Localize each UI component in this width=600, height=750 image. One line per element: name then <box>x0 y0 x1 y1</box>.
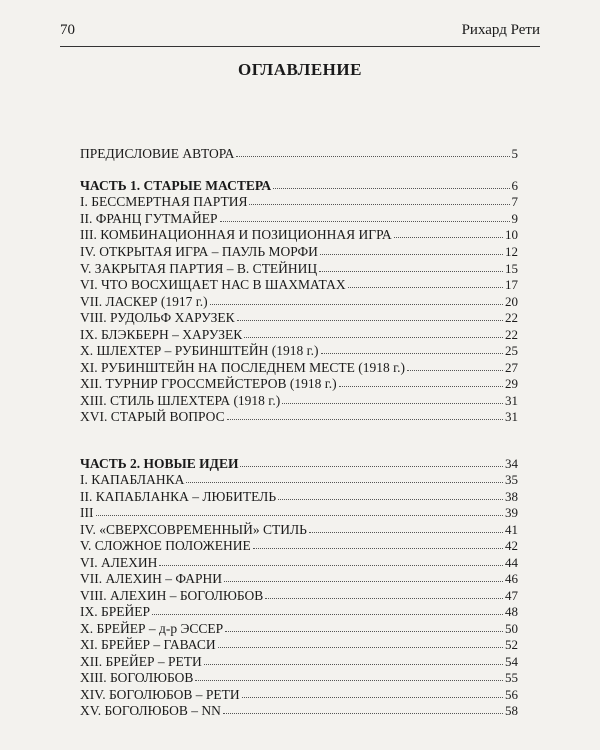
toc-entry <box>80 505 518 521</box>
toc-entry <box>80 687 518 703</box>
toc-entry-title: XIII. СТИЛЬ ШЛЕХТЕРА (1918 г.) <box>80 393 281 408</box>
toc-entry-title: VII. ЛАСКЕР (1917 г.) <box>80 294 208 309</box>
author-name: Рихард Рети <box>461 22 540 38</box>
toc-entry <box>80 621 518 637</box>
toc-entry-page: 55 <box>505 670 518 685</box>
toc-entry-title: I. БЕССМЕРТНАЯ ПАРТИЯ <box>80 194 248 209</box>
toc-entry-title: XII. БРЕЙЕР – РЕТИ <box>80 654 202 669</box>
toc-entry <box>80 489 518 505</box>
toc-entry-title: XI. БРЕЙЕР – ГАВАСИ <box>80 637 216 652</box>
toc-entry-title: ПРЕДИСЛОВИЕ АВТОРА <box>80 146 235 161</box>
toc-entry-title: IV. «СВЕРХСОВРЕМЕННЫЙ» СТИЛЬ <box>80 522 307 537</box>
toc-entry <box>80 538 518 554</box>
dot-leader <box>253 537 503 549</box>
toc-entry <box>80 227 518 243</box>
toc-entry-page: 31 <box>505 409 518 424</box>
toc-entry <box>80 294 518 310</box>
dot-leader <box>394 226 503 238</box>
toc-entry <box>80 327 518 343</box>
toc-entry <box>80 555 518 571</box>
dot-leader <box>273 177 509 189</box>
dot-leader <box>236 145 509 157</box>
toc-entry <box>80 472 518 488</box>
toc-entry-page: 58 <box>505 703 518 718</box>
toc-entry-page: 25 <box>505 343 518 358</box>
toc-entry <box>80 654 518 670</box>
dot-leader <box>265 587 503 599</box>
dot-leader <box>282 392 503 404</box>
dot-leader <box>225 620 503 632</box>
toc-entry <box>80 604 518 620</box>
toc-entry <box>80 277 518 293</box>
toc-entry-title: XIV. БОГОЛЮБОВ – РЕТИ <box>80 687 240 702</box>
dot-leader <box>223 702 503 714</box>
toc-entry <box>80 588 518 604</box>
toc-entry-title: I. КАПАБЛАНКА <box>80 472 185 487</box>
toc-entry <box>80 261 518 277</box>
toc-entry-year: (1918 г.) <box>358 360 406 375</box>
dot-leader <box>237 309 503 321</box>
toc-entry-title: IX. БРЕЙЕР <box>80 604 151 619</box>
dot-leader <box>244 326 503 338</box>
dot-leader <box>195 669 503 681</box>
toc-entry-title: ЧАСТЬ 2. НОВЫЕ ИДЕИ <box>80 456 239 471</box>
toc-entry <box>80 178 518 194</box>
dot-leader <box>220 210 510 222</box>
dot-leader <box>242 686 503 698</box>
toc-entry-page: 6 <box>511 178 518 193</box>
toc-entry-page: 15 <box>505 261 518 276</box>
toc-entry-page: 12 <box>505 244 518 259</box>
page-number: 70 <box>60 22 75 38</box>
dot-leader <box>407 359 503 371</box>
dot-leader <box>96 504 504 516</box>
toc-entry <box>80 522 518 538</box>
toc-entry-page: 9 <box>511 211 518 226</box>
toc-entry-title: XII. ТУРНИР ГРОССМЕЙСТЕРОВ (1918 г.) <box>80 376 337 391</box>
toc-entry-title: XVI. СТАРЫЙ ВОПРОС <box>80 409 225 424</box>
toc-entry-title: X. БРЕЙЕР – д-р ЭССЕР <box>80 621 224 636</box>
toc-entry <box>80 343 518 359</box>
dot-leader <box>159 554 503 566</box>
toc-entry-title: XI. РУБИНШТЕЙН НА ПОСЛЕДНЕМ МЕСТЕ (1918 г.) <box>80 360 406 375</box>
toc-entry-page: 22 <box>505 327 518 342</box>
toc-entry <box>80 670 518 686</box>
dot-leader <box>210 293 503 305</box>
toc-entry-page: 48 <box>505 604 518 619</box>
toc-entry <box>80 146 518 162</box>
toc-entry-year: (1917 г.) <box>160 294 208 309</box>
toc-entry <box>80 456 518 472</box>
toc-entry-page: 39 <box>505 505 518 520</box>
toc-entry-title: IV. ОТКРЫТАЯ ИГРА – ПАУЛЬ МОРФИ <box>80 244 318 259</box>
toc-entry-page: 56 <box>505 687 518 702</box>
toc-entry-title: V. ЗАКРЫТАЯ ПАРТИЯ – В. СТЕЙНИЦ <box>80 261 318 276</box>
toc-entry-page: 10 <box>505 227 518 242</box>
dot-leader <box>278 488 503 500</box>
dot-leader <box>249 193 509 205</box>
toc-entry-page: 5 <box>511 146 518 161</box>
toc-entry <box>80 703 518 719</box>
toc-entry-title: VI. ЧТО ВОСХИЩАЕТ НАС В ШАХМАТАХ <box>80 277 346 292</box>
dot-leader <box>227 408 503 420</box>
toc-entry-page: 7 <box>511 194 518 209</box>
running-head <box>60 16 540 47</box>
toc-entry <box>80 244 518 260</box>
toc-entry-title: III. КОМБИНАЦИОННАЯ И ПОЗИЦИОННАЯ ИГРА <box>80 227 392 242</box>
dot-leader <box>240 455 503 467</box>
toc-entry-title: X. ШЛЕХТЕР – РУБИНШТЕЙН (1918 г.) <box>80 343 319 358</box>
toc-entry-page: 20 <box>505 294 518 309</box>
toc-entry-page: 54 <box>505 654 518 669</box>
dot-leader <box>339 375 503 387</box>
dot-leader <box>204 653 503 665</box>
toc-entry <box>80 393 518 409</box>
dot-leader <box>224 570 503 582</box>
toc-entry <box>80 409 518 425</box>
dot-leader <box>319 260 503 272</box>
toc-entry-page: 17 <box>505 277 518 292</box>
dot-leader <box>348 276 503 288</box>
toc-entry-title: VIII. АЛЕХИН – БОГОЛЮБОВ <box>80 588 264 603</box>
toc-entry-title: II. КАПАБЛАНКА – ЛЮБИТЕЛЬ <box>80 489 277 504</box>
toc-entry-page: 35 <box>505 472 518 487</box>
toc-entry-page: 50 <box>505 621 518 636</box>
dot-leader <box>218 636 503 648</box>
toc-entry-year: (1918 г.) <box>289 376 337 391</box>
dot-leader <box>320 243 503 255</box>
toc-entry-title: VI. АЛЕХИН <box>80 555 158 570</box>
dot-leader <box>152 603 503 615</box>
toc-entry-page: 47 <box>505 588 518 603</box>
toc-entry-page: 52 <box>505 637 518 652</box>
toc-entry-year: (1918 г.) <box>271 343 319 358</box>
toc-entry-page: 38 <box>505 489 518 504</box>
dot-leader <box>321 342 503 354</box>
toc-entry-title: V. СЛОЖНОЕ ПОЛОЖЕНИЕ <box>80 538 251 553</box>
toc-entry-title: XV. БОГОЛЮБОВ – NN <box>80 703 221 718</box>
toc-entry <box>80 211 518 227</box>
toc-entry-page: 41 <box>505 522 518 537</box>
toc-entry-title: XIII. БОГОЛЮБОВ <box>80 670 194 685</box>
toc-entry-page: 42 <box>505 538 518 553</box>
toc-entry-page: 29 <box>505 376 518 391</box>
toc-entry <box>80 310 518 326</box>
toc-entry <box>80 376 518 392</box>
page-title: ОГЛАВЛЕНИЕ <box>238 60 362 79</box>
toc-entry-title: ЧАСТЬ 1. СТАРЫЕ МАСТЕРА <box>80 178 272 193</box>
toc-entry-page: 46 <box>505 571 518 586</box>
toc-entry <box>80 194 518 210</box>
toc-entry-page: 27 <box>505 360 518 375</box>
toc-entry <box>80 360 518 376</box>
toc-entry-title: IX. БЛЭКБЕРН – ХАРУЗЕК <box>80 327 243 342</box>
toc-entry-page: 34 <box>505 456 518 471</box>
toc-entry-title: II. ФРАНЦ ГУТМАЙЕР <box>80 211 218 226</box>
toc-entry-page: 22 <box>505 310 518 325</box>
toc-entry <box>80 571 518 587</box>
toc-entry-page: 31 <box>505 393 518 408</box>
dot-leader <box>309 521 503 533</box>
toc-entry-title: VII. АЛЕХИН – ФАРНИ <box>80 571 222 586</box>
dot-leader <box>186 471 503 483</box>
toc-entry-title: VIII. РУДОЛЬФ ХАРУЗЕК <box>80 310 235 325</box>
toc-entry-title: III <box>80 505 94 520</box>
toc-entry <box>80 637 518 653</box>
toc-entry-page: 44 <box>505 555 518 570</box>
toc-entry-year: (1918 г.) <box>233 393 281 408</box>
